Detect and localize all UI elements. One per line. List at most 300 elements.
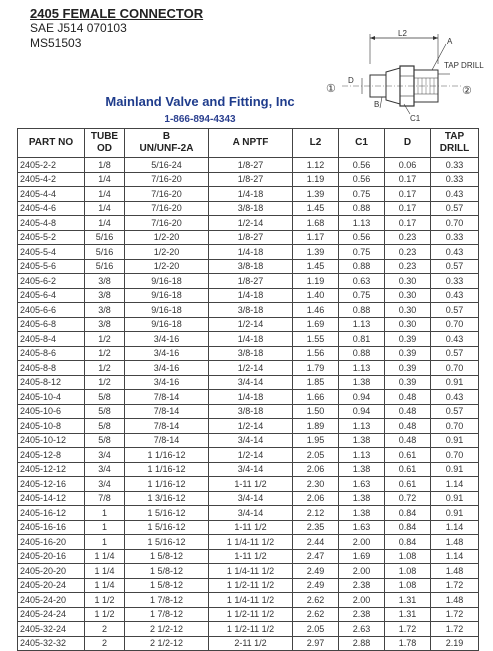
table-cell: 2 1/2-12	[125, 636, 209, 651]
table-cell: 5/8	[85, 390, 125, 405]
table-cell: 1/8-27	[209, 172, 293, 187]
company-phone: 1-866-894-4343	[164, 114, 236, 125]
table-cell: 0.33	[431, 274, 479, 289]
table-cell: 0.91	[431, 375, 479, 390]
table-cell: 0.56	[339, 158, 385, 173]
column-header-line1: TUBE	[90, 131, 119, 142]
table-cell: 3/4-14	[209, 433, 293, 448]
table-cell: 2405-4-2	[18, 172, 85, 187]
table-cell: 0.39	[385, 375, 431, 390]
table-row	[18, 187, 479, 202]
table-cell: 0.43	[431, 187, 479, 202]
column-header-line1: A NPTF	[232, 137, 269, 148]
table-cell: 0.39	[385, 332, 431, 347]
table-cell: 2	[85, 622, 125, 637]
table-row	[18, 346, 479, 361]
table-cell: 1/4-18	[209, 288, 293, 303]
table-cell: 1.14	[431, 477, 479, 492]
table-cell: 3/4-16	[125, 361, 209, 376]
table-row	[18, 419, 479, 434]
table-cell: 0.33	[431, 158, 479, 173]
table-cell: 3/8-18	[209, 404, 293, 419]
table-cell: 0.57	[431, 404, 479, 419]
table-cell: 2405-16-12	[18, 506, 85, 521]
table-cell: 2.05	[293, 622, 339, 637]
table-cell: 1.56	[293, 346, 339, 361]
table-row	[18, 535, 479, 550]
table-cell: 0.94	[339, 404, 385, 419]
table-cell: 1/2-20	[125, 259, 209, 274]
table-cell: 2405-8-4	[18, 332, 85, 347]
table-cell: 2405-10-12	[18, 433, 85, 448]
table-cell: 1 1/4	[85, 578, 125, 593]
table-row	[18, 172, 479, 187]
table-cell: 0.70	[431, 448, 479, 463]
table-cell: 1.31	[385, 607, 431, 622]
table-cell: 1.39	[293, 187, 339, 202]
table-cell: 1/2-14	[209, 448, 293, 463]
table-cell: 1/4-18	[209, 390, 293, 405]
table-cell: 0.57	[431, 346, 479, 361]
diagram-label-l2: L2	[398, 29, 407, 38]
table-cell: 0.48	[385, 404, 431, 419]
table-row	[18, 622, 479, 637]
table-cell: 2405-16-16	[18, 520, 85, 535]
table-cell: 0.30	[385, 317, 431, 332]
column-header	[431, 129, 479, 158]
table-cell: 7/16-20	[125, 216, 209, 231]
table-cell: 2405-6-2	[18, 274, 85, 289]
table-cell: 0.23	[385, 259, 431, 274]
table-cell: 1.89	[293, 419, 339, 434]
table-row	[18, 491, 479, 506]
table-cell: 0.91	[431, 491, 479, 506]
table-row	[18, 317, 479, 332]
table-cell: 1/8	[85, 158, 125, 173]
table-cell: 1 1/2	[85, 607, 125, 622]
table-cell: 1.14	[431, 520, 479, 535]
table-cell: 2405-24-20	[18, 593, 85, 608]
column-header-line2: OD	[97, 143, 112, 154]
table-cell: 1 5/16-12	[125, 535, 209, 550]
table-cell: 0.88	[339, 346, 385, 361]
table-cell: 2405-4-6	[18, 201, 85, 216]
table-cell: 7/16-20	[125, 172, 209, 187]
table-cell: 2405-5-2	[18, 230, 85, 245]
diagram-marker-1: ①	[326, 83, 336, 95]
table-cell: 1 5/16-12	[125, 520, 209, 535]
table-cell: 0.91	[431, 433, 479, 448]
table-cell: 0.70	[431, 216, 479, 231]
table-cell: 1 1/4	[85, 549, 125, 564]
table-cell: 0.17	[385, 201, 431, 216]
table-cell: 9/16-18	[125, 274, 209, 289]
table-cell: 1.40	[293, 288, 339, 303]
table-cell: 1/2-20	[125, 230, 209, 245]
table-cell: 1.38	[339, 491, 385, 506]
table-cell: 1.13	[339, 361, 385, 376]
table-cell: 1.19	[293, 274, 339, 289]
table-cell: 7/8-14	[125, 433, 209, 448]
table-cell: 0.91	[431, 462, 479, 477]
table-cell: 2.05	[293, 448, 339, 463]
table-cell: 1-11 1/2	[209, 520, 293, 535]
table-cell: 0.70	[431, 361, 479, 376]
table-cell: 2405-10-6	[18, 404, 85, 419]
table-cell: 0.17	[385, 172, 431, 187]
table-cell: 0.17	[385, 216, 431, 231]
table-cell: 0.39	[385, 346, 431, 361]
table-cell: 0.43	[431, 332, 479, 347]
table-cell: 2405-20-20	[18, 564, 85, 579]
diagram-label-d: D	[348, 76, 354, 85]
table-cell: 1.45	[293, 259, 339, 274]
table-cell: 1.38	[339, 375, 385, 390]
table-row	[18, 549, 479, 564]
table-cell: 1 1/4-11 1/2	[209, 535, 293, 550]
table-cell: 2.00	[339, 593, 385, 608]
table-cell: 2405-16-20	[18, 535, 85, 550]
table-cell: 1.50	[293, 404, 339, 419]
table-cell: 0.43	[431, 288, 479, 303]
table-cell: 2.63	[339, 622, 385, 637]
table-cell: 3/8	[85, 317, 125, 332]
table-cell: 0.57	[431, 259, 479, 274]
table-cell: 2405-10-8	[18, 419, 85, 434]
table-cell: 1.79	[293, 361, 339, 376]
table-cell: 7/16-20	[125, 201, 209, 216]
table-cell: 1.55	[293, 332, 339, 347]
column-header-line1: B	[162, 131, 171, 142]
table-cell: 9/16-18	[125, 288, 209, 303]
table-row	[18, 245, 479, 260]
table-cell: 0.88	[339, 259, 385, 274]
table-cell: 7/8-14	[125, 404, 209, 419]
table-cell: 1 5/16-12	[125, 506, 209, 521]
table-cell: 0.56	[339, 172, 385, 187]
table-cell: 3/8-18	[209, 201, 293, 216]
table-cell: 1 1/2-11 1/2	[209, 607, 293, 622]
table-cell: 3/4-14	[209, 375, 293, 390]
diagram-label-a: A	[447, 37, 453, 46]
table-cell: 5/8	[85, 433, 125, 448]
table-cell: 1.72	[385, 622, 431, 637]
table-cell: 1.63	[339, 477, 385, 492]
table-cell: 1.13	[339, 448, 385, 463]
table-cell: 1/2	[85, 346, 125, 361]
table-cell: 1-11 1/2	[209, 549, 293, 564]
document-title: 2405 FEMALE CONNECTOR	[30, 6, 204, 21]
table-cell: 0.43	[431, 245, 479, 260]
table-row	[18, 636, 479, 651]
table-cell: 2405-32-24	[18, 622, 85, 637]
table-cell: 2405-6-8	[18, 317, 85, 332]
table-cell: 0.75	[339, 288, 385, 303]
table-cell: 2405-12-12	[18, 462, 85, 477]
table-cell: 1 1/2	[85, 593, 125, 608]
table-cell: 1.72	[431, 578, 479, 593]
table-cell: 2405-12-16	[18, 477, 85, 492]
table-cell: 1.38	[339, 506, 385, 521]
table-cell: 2.97	[293, 636, 339, 651]
table-cell: 1.85	[293, 375, 339, 390]
table-cell: 1 5/8-12	[125, 578, 209, 593]
table-cell: 0.70	[431, 317, 479, 332]
table-cell: 1.69	[339, 549, 385, 564]
table-cell: 0.84	[385, 506, 431, 521]
table-cell: 1/4-18	[209, 245, 293, 260]
spec-ms: MS51503	[30, 36, 82, 50]
table-cell: 2.38	[339, 578, 385, 593]
table-cell: 0.63	[339, 274, 385, 289]
table-cell: 3/4-14	[209, 491, 293, 506]
table-cell: 1 7/8-12	[125, 607, 209, 622]
table-cell: 3/8	[85, 303, 125, 318]
table-cell: 1.08	[385, 578, 431, 593]
table-cell: 2.30	[293, 477, 339, 492]
table-cell: 1/4-18	[209, 187, 293, 202]
column-header-line1: L2	[309, 137, 322, 148]
table-cell: 2405-32-32	[18, 636, 85, 651]
table-cell: 2.38	[339, 607, 385, 622]
table-cell: 0.23	[385, 245, 431, 260]
table-row	[18, 578, 479, 593]
table-cell: 2 1/2-12	[125, 622, 209, 637]
table-cell: 3/4	[85, 477, 125, 492]
table-cell: 1.08	[385, 549, 431, 564]
table-cell: 1.48	[431, 564, 479, 579]
table-cell: 1.63	[339, 520, 385, 535]
table-cell: 2405-5-6	[18, 259, 85, 274]
table-cell: 1/2-14	[209, 361, 293, 376]
table-cell: 2.88	[339, 636, 385, 651]
table-cell: 0.61	[385, 448, 431, 463]
column-header	[385, 129, 431, 158]
table-cell: 2.12	[293, 506, 339, 521]
table-cell: 3/8-18	[209, 259, 293, 274]
table-cell: 2405-20-16	[18, 549, 85, 564]
table-row	[18, 462, 479, 477]
table-cell: 0.30	[385, 288, 431, 303]
table-row	[18, 520, 479, 535]
table-cell: 1/8-27	[209, 158, 293, 173]
table-cell: 1/4-18	[209, 332, 293, 347]
table-cell: 0.33	[431, 230, 479, 245]
table-cell: 1.45	[293, 201, 339, 216]
table-cell: 0.17	[385, 187, 431, 202]
table-cell: 1 1/2-11 1/2	[209, 578, 293, 593]
diagram-label-tap-drill: TAP DRILL	[444, 61, 484, 70]
table-cell: 1/4	[85, 187, 125, 202]
table-row	[18, 448, 479, 463]
diagram-marker-2: ②	[462, 85, 472, 97]
table-row	[18, 288, 479, 303]
column-header-line2: DRILL	[439, 143, 470, 154]
table-cell: 2405-6-6	[18, 303, 85, 318]
table-cell: 9/16-18	[125, 317, 209, 332]
table-cell: 1.13	[339, 419, 385, 434]
table-cell: 2.06	[293, 491, 339, 506]
table-cell: 2405-6-4	[18, 288, 85, 303]
table-cell: 3/4-16	[125, 332, 209, 347]
table-cell: 0.94	[339, 390, 385, 405]
table-cell: 7/8-14	[125, 419, 209, 434]
table-cell: 1 3/16-12	[125, 491, 209, 506]
column-header	[339, 129, 385, 158]
table-cell: 5/8	[85, 419, 125, 434]
table-cell: 0.70	[431, 419, 479, 434]
table-cell: 2.00	[339, 535, 385, 550]
table-cell: 0.72	[385, 491, 431, 506]
table-cell: 1.46	[293, 303, 339, 318]
table-cell: 2-11 1/2	[209, 636, 293, 651]
table-cell: 2.06	[293, 462, 339, 477]
table-row	[18, 404, 479, 419]
table-cell: 0.30	[385, 274, 431, 289]
table-cell: 2.62	[293, 593, 339, 608]
table-cell: 0.84	[385, 535, 431, 550]
table-cell: 0.30	[385, 303, 431, 318]
table-cell: 2.62	[293, 607, 339, 622]
table-cell: 0.06	[385, 158, 431, 173]
table-cell: 2405-8-6	[18, 346, 85, 361]
table-cell: 5/16	[85, 230, 125, 245]
table-cell: 5/16	[85, 245, 125, 260]
table-cell: 2405-4-8	[18, 216, 85, 231]
table-row	[18, 230, 479, 245]
column-header	[293, 129, 339, 158]
column-header	[209, 129, 293, 158]
table-cell: 0.81	[339, 332, 385, 347]
table-cell: 1 1/2-11 1/2	[209, 622, 293, 637]
table-cell: 3/8-18	[209, 303, 293, 318]
table-cell: 1.14	[431, 549, 479, 564]
table-cell: 1 7/8-12	[125, 593, 209, 608]
table-cell: 0.75	[339, 187, 385, 202]
table-cell: 1.95	[293, 433, 339, 448]
table-cell: 2405-10-4	[18, 390, 85, 405]
column-header	[85, 129, 125, 158]
table-row	[18, 375, 479, 390]
column-header-line1: C1	[355, 137, 368, 148]
table-cell: 1/2-14	[209, 317, 293, 332]
table-cell: 1.39	[293, 245, 339, 260]
table-cell: 1.08	[385, 564, 431, 579]
table-cell: 0.88	[339, 303, 385, 318]
table-cell: 3/4-14	[209, 462, 293, 477]
table-cell: 2405-5-4	[18, 245, 85, 260]
table-cell: 3/4-16	[125, 346, 209, 361]
table-cell: 5/16	[85, 259, 125, 274]
table-cell: 1	[85, 535, 125, 550]
table-cell: 1/2-14	[209, 419, 293, 434]
table-cell: 1.48	[431, 535, 479, 550]
table-cell: 0.56	[339, 230, 385, 245]
table-row	[18, 303, 479, 318]
table-cell: 2405-2-2	[18, 158, 85, 173]
table-cell: 3/4-16	[125, 375, 209, 390]
table-cell: 2405-8-12	[18, 375, 85, 390]
table-cell: 0.84	[385, 520, 431, 535]
table-cell: 2405-20-24	[18, 578, 85, 593]
table-cell: 1	[85, 506, 125, 521]
table-cell: 7/16-20	[125, 187, 209, 202]
table-cell: 0.88	[339, 201, 385, 216]
diagram-label-b: B	[374, 100, 380, 109]
table-cell: 2.44	[293, 535, 339, 550]
table-row	[18, 361, 479, 376]
table-cell: 1/8-27	[209, 230, 293, 245]
table-cell: 2405-24-24	[18, 607, 85, 622]
table-cell: 0.75	[339, 245, 385, 260]
table-cell: 1.12	[293, 158, 339, 173]
table-cell: 7/8	[85, 491, 125, 506]
table-cell: 1	[85, 520, 125, 535]
table-cell: 1 1/16-12	[125, 477, 209, 492]
table-cell: 1/2	[85, 332, 125, 347]
table-cell: 3/8	[85, 288, 125, 303]
table-cell: 2.47	[293, 549, 339, 564]
table-cell: 1.78	[385, 636, 431, 651]
table-cell: 0.61	[385, 477, 431, 492]
table-cell: 2	[85, 636, 125, 651]
table-row	[18, 274, 479, 289]
table-cell: 1/4	[85, 216, 125, 231]
table-cell: 1.17	[293, 230, 339, 245]
table-row	[18, 564, 479, 579]
table-cell: 1 5/8-12	[125, 549, 209, 564]
table-cell: 1/2	[85, 375, 125, 390]
table-cell: 0.48	[385, 419, 431, 434]
table-cell: 3/8	[85, 274, 125, 289]
column-header-line1: D	[403, 137, 412, 148]
table-cell: 1-11 1/2	[209, 477, 293, 492]
table-cell: 1.72	[431, 607, 479, 622]
table-row	[18, 607, 479, 622]
table-cell: 1 1/4	[85, 564, 125, 579]
table-cell: 1/2	[85, 361, 125, 376]
table-cell: 2.49	[293, 578, 339, 593]
spec-sae: SAE J514 070103	[30, 21, 127, 35]
table-cell: 2.00	[339, 564, 385, 579]
table-cell: 0.33	[431, 172, 479, 187]
table-cell: 1.69	[293, 317, 339, 332]
table-cell: 1 1/4-11 1/2	[209, 564, 293, 579]
column-header-line2: UN/UNF-2A	[139, 143, 194, 154]
table-cell: 1 1/16-12	[125, 448, 209, 463]
table-cell: 2.49	[293, 564, 339, 579]
column-header	[18, 129, 85, 158]
table-cell: 1.31	[385, 593, 431, 608]
table-cell: 2.35	[293, 520, 339, 535]
table-cell: 1.68	[293, 216, 339, 231]
column-header	[125, 129, 209, 158]
column-header-line1: TAP	[444, 131, 465, 142]
table-cell: 1.66	[293, 390, 339, 405]
table-cell: 2405-8-8	[18, 361, 85, 376]
table-cell: 0.57	[431, 303, 479, 318]
table-cell: 1 1/4-11 1/2	[209, 593, 293, 608]
table-cell: 1.13	[339, 317, 385, 332]
table-row	[18, 158, 479, 173]
table-row	[18, 259, 479, 274]
table-header-row	[18, 129, 479, 158]
table-cell: 0.23	[385, 230, 431, 245]
table-row	[18, 201, 479, 216]
table-cell: 1/2-20	[125, 245, 209, 260]
table-cell: 0.57	[431, 201, 479, 216]
table-row	[18, 216, 479, 231]
